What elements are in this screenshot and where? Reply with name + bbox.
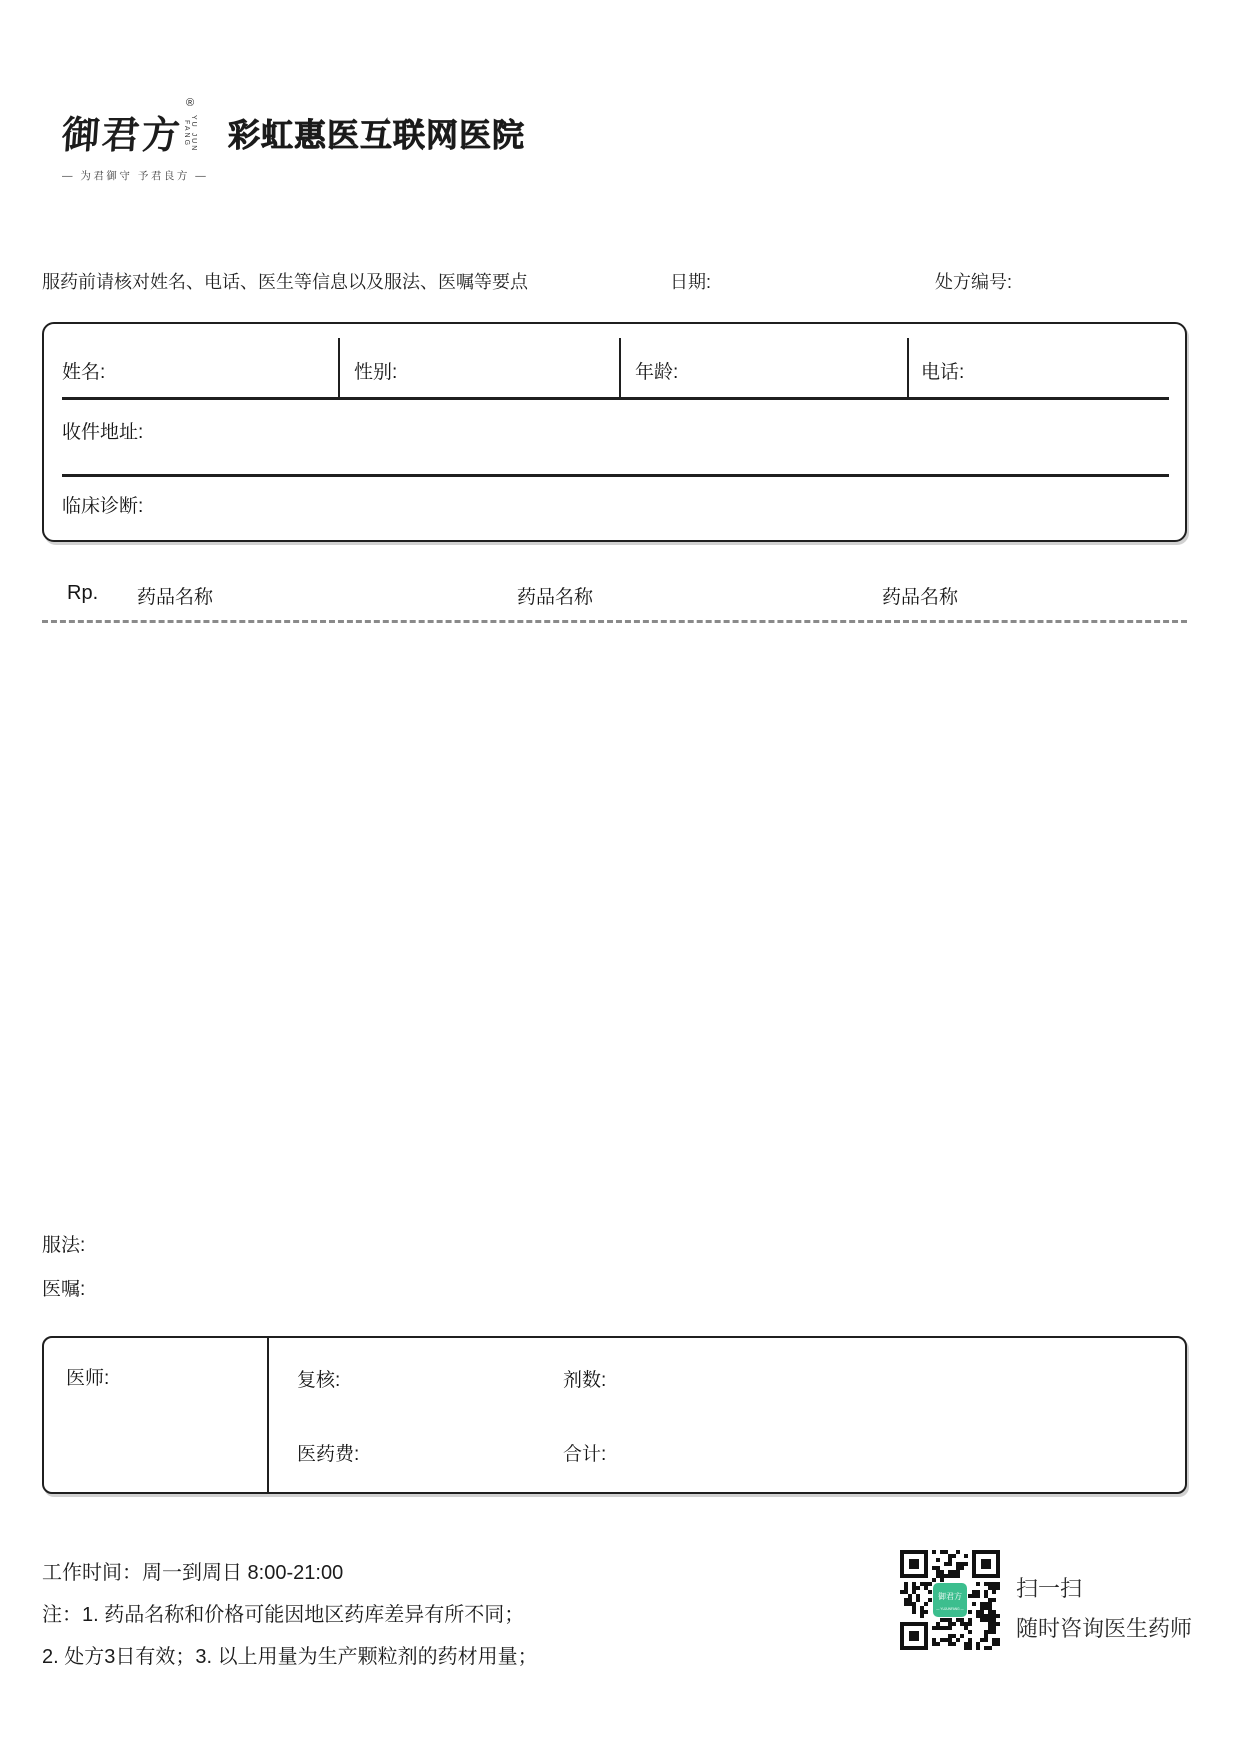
hospital-title: 彩虹惠医互联网医院 xyxy=(228,117,526,153)
usage-field-label: 服法: xyxy=(42,1235,86,1256)
doctor-field-label: 医师: xyxy=(66,1368,110,1389)
brand-tagline: — 为君御守 予君良方 — xyxy=(62,170,209,182)
qr-caption-scan: 扫一扫 xyxy=(1016,1576,1083,1601)
rp-label: Rp. xyxy=(67,582,99,604)
age-field-label: 年龄: xyxy=(635,362,679,383)
column-divider xyxy=(267,1338,269,1492)
qr-code-svg xyxy=(900,1550,1000,1650)
note-line-1: 注：1. 药品名称和价格可能因地区药库差异有所不同； xyxy=(42,1604,525,1626)
qr-caption-consult: 随时咨询医生药师 xyxy=(1016,1616,1193,1641)
review-field-label: 复核: xyxy=(297,1370,341,1391)
date-label: 日期: xyxy=(670,272,712,292)
row-divider xyxy=(62,397,1169,400)
brand-logo-pinyin: YU JUN FANG xyxy=(183,115,197,153)
rx-number-label: 处方编号: xyxy=(935,272,1013,292)
address-field-label: 收件地址: xyxy=(62,422,144,443)
column-divider xyxy=(619,338,621,397)
brand-logo xyxy=(60,97,209,183)
name-field-label: 姓名: xyxy=(62,362,106,383)
signoff-box xyxy=(42,1336,1187,1494)
column-divider xyxy=(338,338,340,397)
dose-count-field-label: 剂数: xyxy=(563,1370,607,1391)
rx-dashed-separator xyxy=(42,620,1187,623)
patient-info-box xyxy=(42,322,1187,542)
advice-field-label: 医嘱: xyxy=(42,1279,86,1300)
drug-name-column-header: 药品名称 xyxy=(137,587,214,608)
brand-logo-text: 御君方 xyxy=(60,112,184,157)
working-hours-text: 工作时间：周一到周日 8:00-21:00 xyxy=(42,1562,344,1584)
phone-field-label: 电话: xyxy=(921,362,965,383)
drug-name-column-header: 药品名称 xyxy=(517,587,594,608)
total-field-label: 合计: xyxy=(563,1444,607,1465)
notice-row xyxy=(0,268,1240,298)
note-line-2: 2. 处方3日有效；3. 以上用量为生产颗粒剂的药材用量； xyxy=(42,1646,538,1668)
svg-text:— YUJUNFANG —: — YUJUNFANG — xyxy=(936,1607,964,1611)
brand-logo-side xyxy=(180,98,200,163)
verify-notice: 服药前请核对姓名、电话、医生等信息以及服法、医嘱等要点 xyxy=(42,272,528,292)
qr-code-image xyxy=(900,1550,1000,1650)
column-divider xyxy=(907,338,909,397)
diagnosis-field-label: 临床诊断: xyxy=(62,496,144,517)
drug-name-column-header: 药品名称 xyxy=(882,587,959,608)
gender-field-label: 性别: xyxy=(354,362,398,383)
registered-trademark-icon: ® xyxy=(185,97,195,109)
svg-text:御君方: 御君方 xyxy=(938,1592,962,1601)
row-divider xyxy=(62,474,1169,477)
medicine-fee-field-label: 医药费: xyxy=(297,1444,360,1465)
